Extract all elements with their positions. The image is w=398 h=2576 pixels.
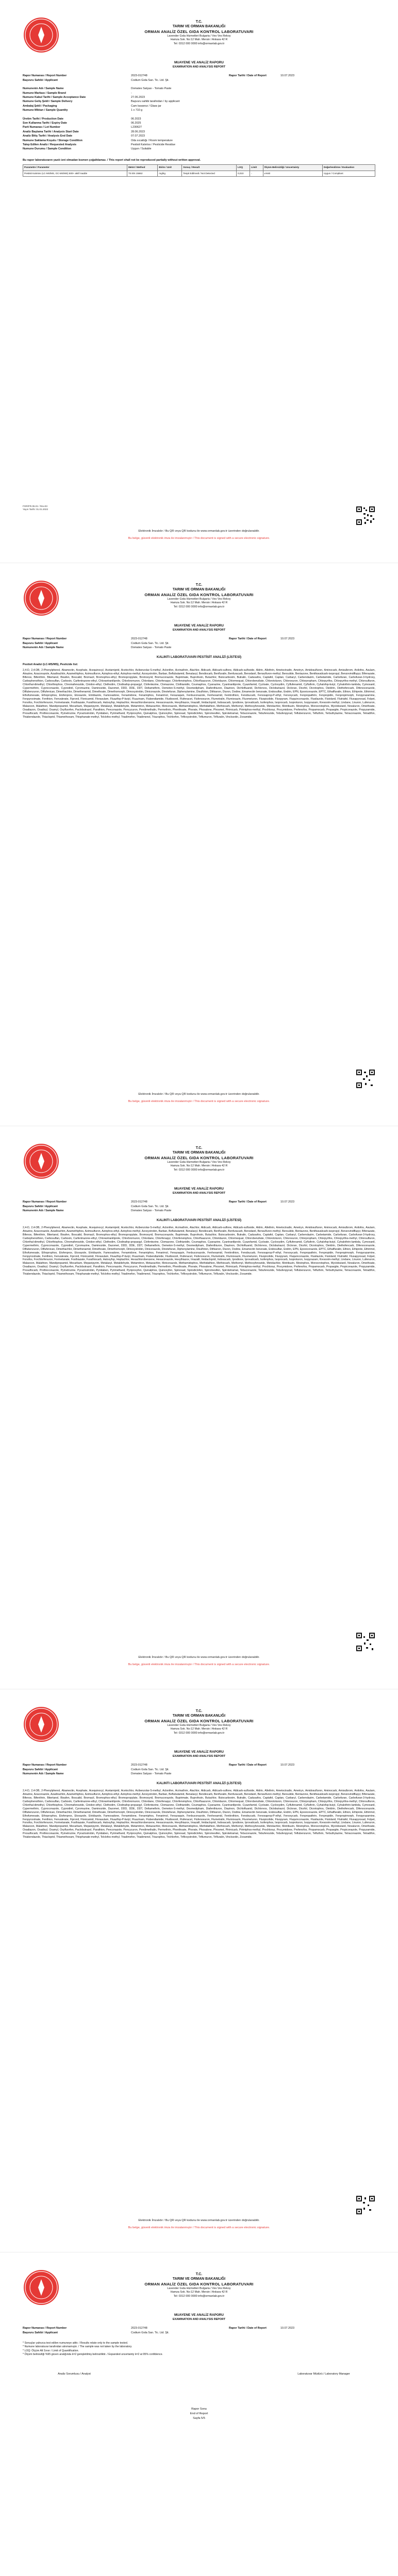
report-title [23, 1750, 375, 1758]
info-key-2: Rapor Tarihi / Date of Report [229, 637, 267, 641]
manager-signature: Laboratuvar Müdürü / Laboratory Manager [297, 2372, 350, 2376]
header-ministry: TARIM VE ORMAN BAKANLIĞI [172, 2277, 226, 2281]
info-key: Numunenin Adı / Sample Name [23, 1209, 64, 1213]
report-title [23, 61, 375, 69]
report-title-en: EXAMINATION AND ANALYSIS REPORT [172, 628, 226, 632]
qr-code-icon[interactable] [356, 1632, 375, 1652]
info-value: Codium Gıda San. Tic. Ltd. Şti. [131, 1768, 170, 1771]
report-page-5 [0, 2252, 398, 2576]
report-info-short [23, 637, 375, 650]
header-lab-name: ORMAN ANALİZ ÖZEL GIDA KONTROL LABORATUVARI [144, 1718, 254, 1723]
report-header [23, 2270, 375, 2310]
info-value: 2023-012748 [131, 74, 147, 78]
header-contact: Tel: 0312 000 0000 info@ormanlab.gov.tr [173, 1731, 225, 1735]
report-title-tr: MUAYENE VE ANALİZ RAPORU [174, 624, 224, 628]
info-row [23, 87, 375, 91]
table-row [23, 171, 375, 176]
pesticide-list-title: KALINTI LABORATUVARI PESTİSİT ANALİZİ (LİSTESİ) [156, 655, 242, 659]
page-footer [23, 2194, 375, 2235]
pesticide-list-subtitle: Pestisit Analizi (LC-MS/MS), Pesticide list: [23, 663, 78, 666]
info-value: Oda sıcaklığı / Room temperature [131, 139, 173, 142]
header-contact: Tel: 0312 000 0000 info@ormanlab.gov.tr [173, 1168, 225, 1172]
e-signature-warning: Bu belge, güvenli elektronik imza ile imzalanmıştır / This document is signed with a secure electronic signature. [128, 1663, 270, 1666]
info-row [23, 2331, 375, 2335]
footer-form-code: FOR/FR.05.01 / Rev.03 [23, 505, 47, 507]
header-lab-name: ORMAN ANALİZ ÖZEL GIDA KONTROL LABORATUVARI [144, 592, 254, 597]
report-title-tr: MUAYENE VE ANALİZ RAPORU [174, 2313, 224, 2317]
cell-limit: - [250, 171, 263, 176]
col-parameter: Parametre / Parameter [23, 165, 127, 171]
info-key: Analiz Başlama Tarihi / Analysis Start Date [23, 130, 79, 133]
info-value: 2023-012748 [131, 1200, 147, 1204]
ministry-seal-logo [24, 18, 59, 53]
report-title-tr: MUAYENE VE ANALİZ RAPORU [174, 61, 224, 64]
info-value: 06.2023 [131, 117, 141, 121]
end-of-report [23, 2407, 375, 2421]
info-row [23, 143, 375, 147]
info-key: Başvuru Sahibi / Applicant [23, 1205, 58, 1208]
pesticide-list-text: 2,4-D, 2,4-DB, 2-Phenylphenol, Abamectin, Acephate, Acequinocyl, Acetamiprid, Acetochlor, Acibenzolar-S-methyl, Aclonifen, Acrinathrin, Alachlor, Aldicarb, Aldicarb-sulfone, Aldicarb-sulfoxide, Aldrin, Allethrin, Ametoctradin, Ametryn, Amidosulfuron, Aminocarb, Amisulbrom, Anilofos, Asulam, Atrazine, Azaconazole, Azadirachtin, Azamethiphos, Azimsulfuron, Azinphos-ethyl, Azinphos-methyl, Azoxystrobin, Barban, Beflubutamid, Benalaxyl, Bendiocarb, Benfluralin, Benfuracarb, Benodanil, Bensulfuron-methyl, Bensulide, Bentazone, Benthiavalicarb-isopropyl, Benzovindiflupyr, Bifenazate, Bifenox, Bifenthrin, Bitertanol, Bixafen, Boscalid, Bromacil, Bromophos-ethyl, Bromopropylate, Bromoxynil, Bromuconazole, Bupirimate, Buprofezin, Butachlor, Butocarboxim, Butralin, Cadusafos, Captafol, Captan, Carbaryl, Carbendazim, Carbetamide, Carbofuran, Carbofuran-3-hydroxy, Carbophenothion, Carbosulfan, Carboxin, Carfentrazone-ethyl, Chlorantraniliprole, Chlorbromuron, Chlordane, Chlorfenapyr, Chlorfenvinphos, Chlorfluazuron, Chloridazon, Chlormequat, Chlorobenzilate, Chlorotoluron, Chloroxuron, Chlorpropham, Chlorpyrifos, Chlorpyrifos-methyl, Chlorsulfuron, Chlorthal-dimethyl, Chlorthiophos, Chromafenozide, Cinidon-ethyl, Clethodim, Clodinafop-propargyl, Clofentezine, Clomazone, Clothianidin, Coumaphos, Cyanazine, Cyantraniliprole, Cyazofamid, Cycloate, Cycloxydim, Cyflufenamid, Cyfluthrin, Cyhalofop-butyl, Cyhalothrin-lambda, Cymoxanil, Cypermethrin, Cyproconazole, Cyprodinil, Cyromazine, Daminozide, Dazomet, DDD, DDE, DDT, Deltamethrin, Demeton-S-methyl, Desmedipham, Diafenthiuron, Diazinon, Dichlofluanid, Dichlorvos, Diclobutrazol, Dicloran, Dicofol, Dicrotophos, Dieldrin, Diethofencarb, Difenoconazole, Diflubenzuron, Diflufenican, Dimethachlor, Dimethenamid, Dimethoate, Dimethomorph, Dimoxystrobin, Diniconazole, Dinotefuran, Diphenylamine, Disulfoton, Dithianon, Diuron, Dodine, Emamectin benzoate, Endosulfan, Endrin, EPN, Epoxiconazole, EPTC, Ethalfluralin, Ethion, Ethiprole, Ethirimol, Ethofumesate, Ethoprophos, Etofenprox, Etoxazole, Etridiazole, Famoxadone, Fenamidone, Fenamiphos, Fenarimol, Fenazaquin, Fenbuconazole, Fenhexamid, Fenitrothion, Fenobucarb, Fenoxaprop-P-ethyl, Fenoxycarb, Fenpropathrin, Fenpropidin, Fenpropimorph, Fenpyrazamine, Fenpyroximate, Fenthion, Fenvalerate, Fipronil, Flonicamid, Florasulam, Fluazifop-P-butyl, Fluazinam, Flubendiamide, Fludioxonil, Flufenacet, Flufenoxuron, Flumetralin, Flumioxazin, Fluometuron, Fluopicolide, Fluopyram, Fluquinconazole, Flusilazole, Flutolanil, Flutriafol, Fluxapyroxad, Folpet, Fonofos, Forchlorfenuron, Formetanate, Fosthiazate, Furathiocarb, Haloxyfop, Heptachlor, Hexachlorobenzene, Hexaconazole, Hexythiazox, Imazalil, Imidacloprid, Indoxacarb, Iprodione, Iprovalicarb, Isofenphos, Isoprocarb, Isoproturon, Isopyrazam, Kresoxim-methyl, Lindane, Linuron, Lufenuron, Malaoxon, Malathion, Mandipropamid, Mecarbam, Mepanipyrim, Metalaxyl, Metaldehyde, Metamitron, Metazachlor, Metconazole, Methamidophos, Methidathion, Methiocarb, Methomyl, Methoxyfenozide, Metolachlor, Metribuzin, Mevinphos, Monocrotophos, Myclobutanil, Novaluron, Omethoate, Oxadiazon, Oxadixyl, Oxamyl, Oxyfluorfen, Paclobutrazol, Parathion, Penconazole, Pencycuron, Pendimethalin, Permethrin, Phenthoate, Phorate, Phosalone, Phosmet, Pirimicarb, Pirimiphos-methyl, Prochloraz, Procymidone, Profenofos, Propamocarb, Propargite, Propiconazole, Propyzamide, Prosulfocarb, Prothioconazole, Pymetrozine, Pyraclostrobin, Pyridaben, Pyrimethanil, Pyriproxyfen, Quinalphos, Quinoxyfen, Spinosad, Spirodiclofen, Spiromesifen, Spirotetramat, Tebuconazole, Tebufenozide, Tebufenpyrad, Teflubenzuron, Tefluthrin, Terbuthylazine, Tetraconazole, Tetradifon, Thiabendazole, Thiacloprid, Thiamethoxam, Thiophanate-methyl, Tolclofos-methyl, Triadimefon, Triadimenol, Triazophos, Trichlorfon, Trifloxystrobin, Triflumuron, Trifluralin, Vinclozolin, Zoxamide. [23, 1789, 375, 1839]
header-address-1: Lavender Gıda Hizmetleri Bulgaria / Ves Ves Rekoy [167, 598, 231, 601]
ministry-seal-logo [24, 1144, 59, 1179]
info-value: 2023-012748 [131, 2327, 147, 2330]
info-value: 1 x 710 g [131, 109, 143, 112]
info-row [23, 78, 375, 82]
header-lab-name: ORMAN ANALİZ ÖZEL GIDA KONTROL LABORATUVARI [144, 1155, 254, 1160]
page-footer [23, 505, 375, 546]
info-row [23, 96, 375, 100]
report-title-tr: MUAYENE VE ANALİZ RAPORU [174, 1750, 224, 1754]
qr-code-icon[interactable] [356, 2195, 375, 2215]
info-key-2: Rapor Tarihi / Date of Report [229, 74, 267, 78]
ministry-seal-logo [24, 2270, 59, 2305]
info-key: Parti Numarası / Lot Number [23, 126, 60, 129]
info-key: Numune Durumu / Sample Condition [23, 147, 72, 151]
info-key: Talep Edilen Analiz / Requested Analysis [23, 143, 77, 146]
info-row [23, 126, 375, 130]
page-3-content [23, 1144, 375, 1627]
info-key: Numunenin Adı / Sample Name [23, 646, 64, 650]
report-notes [23, 2342, 375, 2357]
info-value: 27.06.2023 [131, 96, 145, 99]
info-key-2: Rapor Tarihi / Date of Report [229, 1764, 267, 1767]
results-table [23, 164, 375, 176]
cell-method: TS EN 15662 [127, 171, 157, 176]
header-address-2: Hamza Sok. No:12 Mah. Mersin / Ankara 42 R [170, 601, 228, 605]
info-key: Numunenin Adı / Sample Name [23, 1772, 64, 1776]
report-page-2 [0, 563, 398, 1126]
qr-code-icon[interactable] [356, 506, 375, 526]
report-title-en: EXAMINATION AND ANALYSIS REPORT [172, 1191, 226, 1195]
info-value: Domates Salçası - Tomato Paste [131, 1209, 172, 1213]
info-value: L230627 [131, 126, 142, 129]
info-value: Domates Salçası - Tomato Paste [131, 646, 172, 650]
info-key: Rapor Numarası / Report Number [23, 637, 67, 641]
report-info-table [23, 74, 375, 151]
col-evaluation: Değerlendirme / Evaluation [322, 165, 375, 171]
info-key: Analiz Bitiş Tarihi / Analysis End Date [23, 134, 73, 138]
e-signature-note: Elektronik İmzalıdır / Bu QR veya QR kodunu ile www.ormanlab.gov.tr üzerinden doğrulanabilir. [138, 1093, 260, 1096]
info-value: Başvuru sahibi tarafından / by applicant [131, 100, 180, 104]
info-key: Rapor Numarası / Report Number [23, 74, 67, 78]
report-page-4 [0, 1689, 398, 2252]
info-row [23, 1205, 375, 1209]
info-value-2: 10.07.2023 [280, 74, 294, 78]
page-2-content [23, 581, 375, 1064]
header-address-2: Hamza Sok. No:12 Mah. Mersin / Ankara 42 R [170, 2291, 228, 2294]
info-key: Numune Kabul Tarihi / Sample Acceptance Date [23, 96, 86, 99]
info-row [23, 1768, 375, 1772]
info-value: 06.2025 [131, 122, 141, 125]
report-info-short [23, 2327, 375, 2335]
report-page-1 [0, 0, 398, 563]
col-result: Sonuç / Result [182, 165, 237, 171]
header-tc: T.C. [195, 20, 203, 24]
info-row [23, 1764, 375, 1768]
page-footer [23, 1068, 375, 1109]
header-tc: T.C. [195, 2273, 203, 2276]
page-4-content [23, 1707, 375, 2190]
report-title-en: EXAMINATION AND ANALYSIS REPORT [172, 2317, 226, 2321]
pesticide-list-text: 2,4-D, 2,4-DB, 2-Phenylphenol, Abamectin, Acephate, Acequinocyl, Acetamiprid, Acetochlor, Acibenzolar-S-methyl, Aclonifen, Acrinathrin, Alachlor, Aldicarb, Aldicarb-sulfone, Aldicarb-sulfoxide, Aldrin, Allethrin, Ametoctradin, Ametryn, Amidosulfuron, Aminocarb, Amisulbrom, Anilofos, Asulam, Atrazine, Azaconazole, Azadirachtin, Azamethiphos, Azimsulfuron, Azinphos-ethyl, Azinphos-methyl, Azoxystrobin, Barban, Beflubutamid, Benalaxyl, Bendiocarb, Benfluralin, Benfuracarb, Benodanil, Bensulfuron-methyl, Bensulide, Bentazone, Benthiavalicarb-isopropyl, Benzovindiflupyr, Bifenazate, Bifenox, Bifenthrin, Bitertanol, Bixafen, Boscalid, Bromacil, Bromophos-ethyl, Bromopropylate, Bromoxynil, Bromuconazole, Bupirimate, Buprofezin, Butachlor, Butocarboxim, Butralin, Cadusafos, Captafol, Captan, Carbaryl, Carbendazim, Carbetamide, Carbofuran, Carbofuran-3-hydroxy, Carbophenothion, Carbosulfan, Carboxin, Carfentrazone-ethyl, Chlorantraniliprole, Chlorbromuron, Chlordane, Chlorfenapyr, Chlorfenvinphos, Chlorfluazuron, Chloridazon, Chlormequat, Chlorobenzilate, Chlorotoluron, Chloroxuron, Chlorpropham, Chlorpyrifos, Chlorpyrifos-methyl, Chlorsulfuron, Chlorthal-dimethyl, Chlorthiophos, Chromafenozide, Cinidon-ethyl, Clethodim, Clodinafop-propargyl, Clofentezine, Clomazone, Clothianidin, Coumaphos, Cyanazine, Cyantraniliprole, Cyazofamid, Cycloate, Cycloxydim, Cyflufenamid, Cyfluthrin, Cyhalofop-butyl, Cyhalothrin-lambda, Cymoxanil, Cypermethrin, Cyproconazole, Cyprodinil, Cyromazine, Daminozide, Dazomet, DDD, DDE, DDT, Deltamethrin, Demeton-S-methyl, Desmedipham, Diafenthiuron, Diazinon, Dichlofluanid, Dichlorvos, Diclobutrazol, Dicloran, Dicofol, Dicrotophos, Dieldrin, Diethofencarb, Difenoconazole, Diflubenzuron, Diflufenican, Dimethachlor, Dimethenamid, Dimethoate, Dimethomorph, Dimoxystrobin, Diniconazole, Dinotefuran, Diphenylamine, Disulfoton, Dithianon, Diuron, Dodine, Emamectin benzoate, Endosulfan, Endrin, EPN, Epoxiconazole, EPTC, Ethalfluralin, Ethion, Ethiprole, Ethirimol, Ethofumesate, Ethoprophos, Etofenprox, Etoxazole, Etridiazole, Famoxadone, Fenamidone, Fenamiphos, Fenarimol, Fenazaquin, Fenbuconazole, Fenhexamid, Fenitrothion, Fenobucarb, Fenoxaprop-P-ethyl, Fenoxycarb, Fenpropathrin, Fenpropidin, Fenpropimorph, Fenpyrazamine, Fenpyroximate, Fenthion, Fenvalerate, Fipronil, Flonicamid, Florasulam, Fluazifop-P-butyl, Fluazinam, Flubendiamide, Fludioxonil, Flufenacet, Flufenoxuron, Flumetralin, Flumioxazin, Fluometuron, Fluopicolide, Fluopyram, Fluquinconazole, Flusilazole, Flutolanil, Flutriafol, Fluxapyroxad, Folpet, Fonofos, Forchlorfenuron, Formetanate, Fosthiazate, Furathiocarb, Haloxyfop, Heptachlor, Hexachlorobenzene, Hexaconazole, Hexythiazox, Imazalil, Imidacloprid, Indoxacarb, Iprodione, Iprovalicarb, Isofenphos, Isoprocarb, Isoproturon, Isopyrazam, Kresoxim-methyl, Lindane, Linuron, Lufenuron, Malaoxon, Malathion, Mandipropamid, Mecarbam, Mepanipyrim, Metalaxyl, Metaldehyde, Metamitron, Metazachlor, Metconazole, Methamidophos, Methidathion, Methiocarb, Methomyl, Methoxyfenozide, Metolachlor, Metribuzin, Mevinphos, Monocrotophos, Myclobutanil, Novaluron, Omethoate, Oxadiazon, Oxadixyl, Oxamyl, Oxyfluorfen, Paclobutrazol, Parathion, Penconazole, Pencycuron, Pendimethalin, Permethrin, Phenthoate, Phorate, Phosalone, Phosmet, Pirimicarb, Pirimiphos-methyl, Prochloraz, Procymidone, Profenofos, Propamocarb, Propargite, Propiconazole, Propyzamide, Prosulfocarb, Prothioconazole, Pymetrozine, Pyraclostrobin, Pyridaben, Pyrimethanil, Pyriproxyfen, Quinalphos, Quinoxyfen, Spinosad, Spirodiclofen, Spiromesifen, Spirotetramat, Tebuconazole, Tebufenozide, Tebufenpyrad, Teflubenzuron, Tefluthrin, Terbuthylazine, Tetraconazole, Tetradifon, Thiabendazole, Thiacloprid, Thiamethoxam, Thiophanate-methyl, Tolclofos-methyl, Triadimefon, Triadimenol, Triazophos, Trichlorfon, Trifloxystrobin, Triflumuron, Trifluralin, Vinclozolin, Zoxamide. [23, 1226, 375, 1276]
page-5-content [23, 2270, 375, 2576]
header-ministry: TARIM VE ORMAN BAKANLIĞI [172, 25, 226, 29]
header-ministry: TARIM VE ORMAN BAKANLIĞI [172, 588, 226, 592]
report-header [23, 1707, 375, 1747]
header-address-2: Hamza Sok. No:12 Mah. Mersin / Ankara 42 R [170, 38, 228, 42]
footer-meta [23, 505, 48, 512]
info-key: Son Kullanma Tarihi / Expiry Date [23, 122, 67, 125]
info-value: 2023-012748 [131, 1764, 147, 1767]
info-key: Rapor Numarası / Report Number [23, 1764, 67, 1767]
col-uncertainty: Ölçüm Belirsizliği / Uncertainty [263, 165, 322, 171]
header-tc: T.C. [195, 583, 203, 587]
report-info-short [23, 1200, 375, 1213]
info-key: Numunenin Adı / Sample Name [23, 87, 64, 91]
signature-block [23, 2372, 375, 2376]
report-title-en: EXAMINATION AND ANALYSIS REPORT [172, 65, 226, 69]
report-title [23, 1187, 375, 1195]
col-method: Metot / Method [127, 165, 157, 171]
info-key: Rapor Numarası / Report Number [23, 1200, 67, 1204]
report-title [23, 2313, 375, 2321]
info-row [23, 104, 375, 108]
note-item: * Sonuçlar yalnızca test edilen numuneye aittir. / Results relate only to the sample tested. [23, 2341, 128, 2345]
info-key: Numune Saklama Koşulu / Storage Condition [23, 139, 82, 142]
e-signature-warning: Bu belge, güvenli elektronik imza ile imzalanmıştır / This document is signed with a secure electronic signature. [128, 537, 270, 540]
header-contact: Tel: 0312 000 0000 info@ormanlab.gov.tr [173, 2294, 225, 2298]
cell-unit: mg/kg [158, 171, 182, 176]
info-value-2: 10.07.2023 [280, 1200, 294, 1204]
info-value-2: 10.07.2023 [280, 1764, 294, 1767]
info-key: Başvuru Sahibi / Applicant [23, 2331, 58, 2334]
pesticide-list-title: KALINTI LABORATUVARI PESTİSİT ANALİZİ (LİSTESİ) [156, 1782, 242, 1786]
header-address-2: Hamza Sok. No:12 Mah. Mersin / Ankara 42 R [170, 1727, 228, 1731]
info-value: Codium Gıda San. Tic. Ltd. Şti. [131, 1205, 170, 1208]
page-1-content [23, 18, 375, 501]
info-key: Rapor Numarası / Report Number [23, 2327, 67, 2330]
info-key-2: Rapor Tarihi / Date of Report [229, 2327, 267, 2330]
info-value: Codium Gıda San. Tic. Ltd. Şti. [131, 2331, 170, 2334]
ministry-seal-logo [24, 581, 59, 616]
info-key: Numune Geliş Şekli / Sample Delivery [23, 100, 73, 104]
pesticide-list-title: KALINTI LABORATUVARI PESTİSİT ANALİZİ (LİSTESİ) [156, 1218, 242, 1223]
report-header [23, 18, 375, 58]
info-key: Üretim Tarihi / Production Date [23, 117, 63, 121]
info-value: Domates Salçası - Tomato Paste [131, 1772, 172, 1776]
info-row [23, 147, 375, 151]
e-signature-note: Elektronik İmzalıdır / Bu QR veya QR kodunu ile www.ormanlab.gov.tr üzerinden doğrulanabilir. [138, 1656, 260, 1659]
header-tc: T.C. [195, 1709, 203, 1713]
info-value-2: 10.07.2023 [280, 2327, 294, 2330]
info-value: 28.06.2023 [131, 130, 145, 133]
info-row [23, 2327, 375, 2331]
info-row [23, 91, 375, 95]
note-item: * Numune laboratuvar tarafından alınmamıştır. / The sample was not taken by the laboratory. [23, 2345, 132, 2349]
cell-evaluation: Uygun / Compliant [322, 171, 375, 176]
info-key: Numune Miktarı / Sample Quantity [23, 109, 68, 112]
info-value: Uygun / Suitable [131, 147, 152, 151]
info-key: Başvuru Sahibi / Applicant [23, 78, 58, 82]
col-limit: Limit [250, 165, 263, 171]
cell-parameter: Pestisit Kalıntısı (LC-MS/MS, GC-MS/MS) 500+ aktif madde [23, 171, 127, 176]
end-of-report-en: End of Report [190, 2412, 208, 2416]
note-item: * Ölçüm belirsizliği %95 güven aralığında k=2 genişletilmiş belirsizliktir. / Expanded uncertainty k=2 at 95% confidence. [23, 2353, 163, 2357]
cell-result: Tespit Edilmedi / Not Detected [182, 171, 237, 176]
report-info-short [23, 1764, 375, 1776]
info-value: Domates Salçası - Tomato Paste [131, 87, 172, 91]
header-ministry: TARIM VE ORMAN BAKANLIĞI [172, 1714, 226, 1718]
info-key: Başvuru Sahibi / Applicant [23, 641, 58, 645]
info-row [23, 74, 375, 78]
header-address-1: Lavender Gıda Hizmetleri Bulgaria / Ves Ves Rekoy [167, 35, 231, 38]
header-lab-name: ORMAN ANALİZ ÖZEL GIDA KONTROL LABORATUVARI [144, 2281, 254, 2286]
report-title-tr: MUAYENE VE ANALİZ RAPORU [174, 1187, 224, 1191]
e-signature-note: Elektronik İmzalıdır / Bu QR veya QR kodunu ile www.ormanlab.gov.tr üzerinden doğrulanabilir. [138, 2219, 260, 2222]
reproduction-note: Bu rapor laboratuvarın yazılı izni olmadan kısmen çoğaltılamaz. / This report shall not be reproduced partially without written approval. [23, 159, 201, 162]
report-header [23, 1144, 375, 1184]
header-tc: T.C. [195, 1146, 203, 1150]
info-key: Başvuru Sahibi / Applicant [23, 1768, 58, 1771]
info-row [23, 121, 375, 125]
analyst-signature: Analiz Sorumlusu / Analyst [58, 2372, 91, 2376]
info-value: 07.07.2023 [131, 134, 145, 138]
info-row [23, 134, 375, 139]
header-ministry: TARIM VE ORMAN BAKANLIĞI [172, 1151, 226, 1155]
header-address-2: Hamza Sok. No:12 Mah. Mersin / Ankara 42 R [170, 1164, 228, 1168]
info-key: Ambalaj Şekli / Packaging [23, 104, 57, 108]
info-row [23, 130, 375, 134]
info-row [23, 637, 375, 641]
info-row [23, 1209, 375, 1213]
e-signature-warning: Bu belge, güvenli elektronik imza ile imzalanmıştır / This document is signed with a secure electronic signature. [128, 2226, 270, 2229]
info-value: Pestisit Kalıntısı / Pesticide Residue [131, 143, 175, 146]
col-unit: Birim / Unit [158, 165, 182, 171]
pesticide-list-text: 2,4-D, 2,4-DB, 2-Phenylphenol, Abamectin, Acephate, Acequinocyl, Acetamiprid, Acetochlor, Acibenzolar-S-methyl, Aclonifen, Acrinathrin, Alachlor, Aldicarb, Aldicarb-sulfone, Aldicarb-sulfoxide, Aldrin, Allethrin, Ametoctradin, Ametryn, Amidosulfuron, Aminocarb, Amisulbrom, Anilofos, Asulam, Atrazine, Azaconazole, Azadirachtin, Azamethiphos, Azimsulfuron, Azinphos-ethyl, Azinphos-methyl, Azoxystrobin, Barban, Beflubutamid, Benalaxyl, Bendiocarb, Benfluralin, Benfuracarb, Benodanil, Bensulfuron-methyl, Bensulide, Bentazone, Benthiavalicarb-isopropyl, Benzovindiflupyr, Bifenazate, Bifenox, Bifenthrin, Bitertanol, Bixafen, Boscalid, Bromacil, Bromophos-ethyl, Bromopropylate, Bromoxynil, Bromuconazole, Bupirimate, Buprofezin, Butachlor, Butocarboxim, Butralin, Cadusafos, Captafol, Captan, Carbaryl, Carbendazim, Carbetamide, Carbofuran, Carbofuran-3-hydroxy, Carbophenothion, Carbosulfan, Carboxin, Carfentrazone-ethyl, Chlorantraniliprole, Chlorbromuron, Chlordane, Chlorfenapyr, Chlorfenvinphos, Chlorfluazuron, Chloridazon, Chlormequat, Chlorobenzilate, Chlorotoluron, Chloroxuron, Chlorpropham, Chlorpyrifos, Chlorpyrifos-methyl, Chlorsulfuron, Chlorthal-dimethyl, Chlorthiophos, Chromafenozide, Cinidon-ethyl, Clethodim, Clodinafop-propargyl, Clofentezine, Clomazone, Clothianidin, Coumaphos, Cyanazine, Cyantraniliprole, Cyazofamid, Cycloate, Cycloxydim, Cyflufenamid, Cyfluthrin, Cyhalofop-butyl, Cyhalothrin-lambda, Cymoxanil, Cypermethrin, Cyproconazole, Cyprodinil, Cyromazine, Daminozide, Dazomet, DDD, DDE, DDT, Deltamethrin, Demeton-S-methyl, Desmedipham, Diafenthiuron, Diazinon, Dichlofluanid, Dichlorvos, Diclobutrazol, Dicloran, Dicofol, Dicrotophos, Dieldrin, Diethofencarb, Difenoconazole, Diflubenzuron, Diflufenican, Dimethachlor, Dimethenamid, Dimethoate, Dimethomorph, Dimoxystrobin, Diniconazole, Dinotefuran, Diphenylamine, Disulfoton, Dithianon, Diuron, Dodine, Emamectin benzoate, Endosulfan, Endrin, EPN, Epoxiconazole, EPTC, Ethalfluralin, Ethion, Ethiprole, Ethirimol, Ethofumesate, Ethoprophos, Etofenprox, Etoxazole, Etridiazole, Famoxadone, Fenamidone, Fenamiphos, Fenarimol, Fenazaquin, Fenbuconazole, Fenhexamid, Fenitrothion, Fenobucarb, Fenoxaprop-P-ethyl, Fenoxycarb, Fenpropathrin, Fenpropidin, Fenpropimorph, Fenpyrazamine, Fenpyroximate, Fenthion, Fenvalerate, Fipronil, Flonicamid, Florasulam, Fluazifop-P-butyl, Fluazinam, Flubendiamide, Fludioxonil, Flufenacet, Flufenoxuron, Flumetralin, Flumioxazin, Fluometuron, Fluopicolide, Fluopyram, Fluquinconazole, Flusilazole, Flutolanil, Flutriafol, Fluxapyroxad, Folpet, Fonofos, Forchlorfenuron, Formetanate, Fosthiazate, Furathiocarb, Haloxyfop, Heptachlor, Hexachlorobenzene, Hexaconazole, Hexythiazox, Imazalil, Imidacloprid, Indoxacarb, Iprodione, Iprovalicarb, Isofenphos, Isoprocarb, Isoproturon, Isopyrazam, Kresoxim-methyl, Lindane, Linuron, Lufenuron, Malaoxon, Malathion, Mandipropamid, Mecarbam, Mepanipyrim, Metalaxyl, Metaldehyde, Metamitron, Metazachlor, Metconazole, Methamidophos, Methidathion, Methiocarb, Methomyl, Methoxyfenozide, Metolachlor, Metribuzin, Mevinphos, Monocrotophos, Myclobutanil, Novaluron, Omethoate, Oxadiazon, Oxadixyl, Oxamyl, Oxyfluorfen, Paclobutrazol, Parathion, Penconazole, Pencycuron, Pendimethalin, Permethrin, Phenthoate, Phorate, Phosalone, Phosmet, Pirimicarb, Pirimiphos-methyl, Prochloraz, Procymidone, Profenofos, Propamocarb, Propargite, Propiconazole, Propyzamide, Prosulfocarb, Prothioconazole, Pymetrozine, Pyraclostrobin, Pyridaben, Pyrimethanil, Pyriproxyfen, Quinalphos, Quinoxyfen, Spinosad, Spirodiclofen, Spiromesifen, Spirotetramat, Tebuconazole, Tebufenozide, Tebufenpyrad, Teflubenzuron, Tefluthrin, Terbuthylazine, Tetraconazole, Tetradifon, Thiabendazole, Thiacloprid, Thiamethoxam, Thiophanate-methyl, Tolclofos-methyl, Triadimefon, Triadimenol, Triazophos, Trichlorfon, Trifloxystrobin, Triflumuron, Trifluralin, Vinclozolin, Zoxamide. [23, 669, 375, 719]
report-header [23, 581, 375, 621]
info-row [23, 641, 375, 646]
info-row [23, 646, 375, 650]
info-row [23, 100, 375, 104]
note-item: * LOQ: Ölçüm Alt Sınırı / Limit of Quantification. [23, 2349, 79, 2352]
info-row [23, 117, 375, 121]
qr-code-icon[interactable] [356, 1069, 375, 1089]
header-address-1: Lavender Gıda Hizmetleri Bulgaria / Ves Ves Rekoy [167, 1161, 231, 1164]
col-loq: LOQ [236, 165, 250, 171]
report-title-en: EXAMINATION AND ANALYSIS REPORT [172, 1754, 226, 1758]
page-footer [23, 1631, 375, 1672]
header-lab-name: ORMAN ANALİZ ÖZEL GIDA KONTROL LABORATUVARI [144, 29, 254, 34]
end-of-report-tr: Rapor Sonu [191, 2408, 207, 2411]
info-row [23, 1200, 375, 1205]
info-value: - [131, 91, 132, 95]
page-number: Sayfa 5/5 [193, 2417, 205, 2420]
header-contact: Tel: 0312 000 0000 info@ormanlab.gov.tr [173, 42, 225, 45]
info-value: Codium Gıda San. Tic. Ltd. Şti. [131, 641, 170, 645]
report-title [23, 624, 375, 632]
info-row [23, 1772, 375, 1776]
info-value: Codium Gıda San. Tic. Ltd. Şti. [131, 78, 170, 82]
info-value: Cam kavanoz / Glass jar [131, 104, 161, 108]
header-contact: Tel: 0312 000 0000 info@ormanlab.gov.tr [173, 605, 225, 608]
info-value-2: 10.07.2023 [280, 637, 294, 641]
cell-loq: 0,010 [236, 171, 250, 176]
report-page-3 [0, 1126, 398, 1689]
info-key-2: Rapor Tarihi / Date of Report [229, 1200, 267, 1204]
results-header-row [23, 165, 375, 171]
info-row [23, 109, 375, 113]
header-address-1: Lavender Gıda Hizmetleri Bulgaria / Ves Ves Rekoy [167, 2287, 231, 2291]
info-row [23, 139, 375, 143]
e-signature-note: Elektronik İmzalıdır / Bu QR veya QR kodunu ile www.ormanlab.gov.tr üzerinden doğrulanabilir. [138, 530, 260, 533]
footer-date: Yayın Tarihi: 01.01.2022 [23, 508, 48, 511]
cell-uncertainty: ±%50 [263, 171, 322, 176]
info-value: 2023-012748 [131, 637, 147, 641]
header-address-1: Lavender Gıda Hizmetleri Bulgaria / Ves Ves Rekoy [167, 1724, 231, 1727]
info-key: Numune Markası / Sample Brand [23, 91, 66, 95]
e-signature-warning: Bu belge, güvenli elektronik imza ile imzalanmıştır / This document is signed with a secure electronic signature. [128, 1100, 270, 1103]
ministry-seal-logo [24, 1707, 59, 1742]
